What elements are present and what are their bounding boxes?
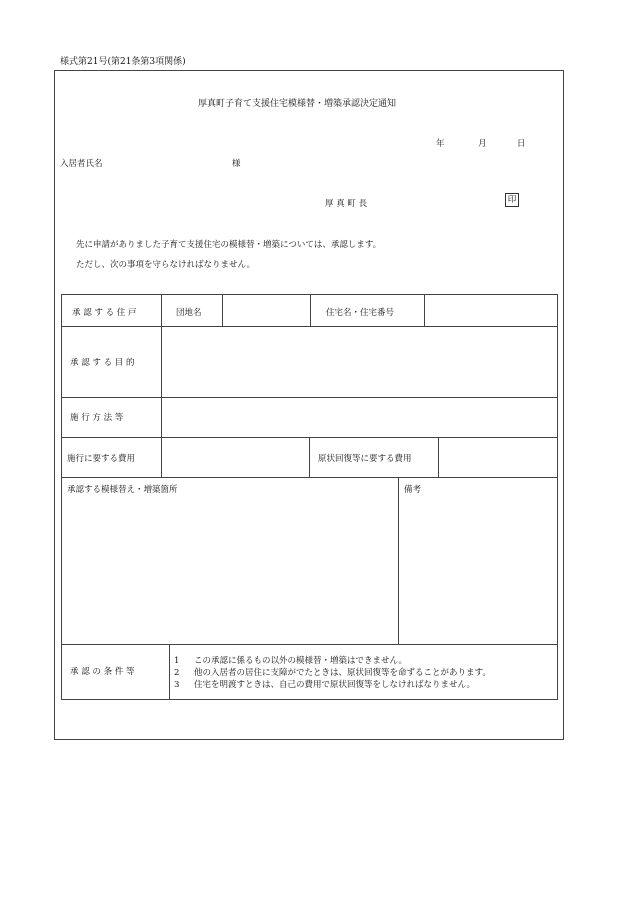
recipient-honorific: 様: [232, 159, 241, 169]
locations-label: 承認する模様替え・増築箇所: [67, 485, 178, 495]
table-rule: [62, 477, 557, 478]
recipient-label: 入居者氏名: [60, 159, 103, 169]
condition-item: 1 この承認に係るもの以外の模様替・増築はできません。: [174, 656, 408, 666]
conditions-list: [174, 655, 491, 691]
approved-dwelling-label: 承 認 す る 住 戸: [72, 308, 137, 318]
complex-name-label: 団地名: [176, 308, 202, 318]
table-rule: [222, 295, 223, 326]
document-title: 厚真町子育て支援住宅模様替・増築承認決定通知: [198, 99, 397, 109]
restoration-cost-label: 原状回復等に要する費用: [318, 454, 412, 464]
cost-label: 施行に要する費用: [67, 454, 136, 464]
remarks-label: 備考: [404, 485, 422, 495]
table-rule: [62, 326, 557, 327]
body-text-line-1: 先に申請がありました子育て支援住宅の模様替・増築については、承認します。: [76, 240, 382, 250]
conditions-label: 承 認 の 条 件 等: [70, 667, 135, 677]
table-rule: [62, 397, 557, 398]
seal-mark: 印: [505, 193, 519, 207]
table-rule: [398, 477, 399, 644]
table-rule: [424, 295, 425, 326]
purpose-label: 承 認 す る 目 的: [70, 358, 135, 368]
table-rule: [438, 437, 439, 477]
condition-item: 3 住宅を明渡すときは、自己の費用で原状回復等をしなければなりません。: [174, 680, 476, 690]
house-name-number-label: 住宅名・住宅番号: [326, 308, 395, 318]
table-rule: [169, 644, 170, 700]
condition-item: 2 他の入居者の居住に支障がでたときは、原状回復等を命ずることがあります。: [174, 668, 491, 678]
table-rule: [309, 437, 310, 477]
form-number: 様式第21号(第21条第3項関係): [60, 57, 186, 67]
approval-table: [61, 294, 558, 700]
body-text-line-2: ただし、次の事項を守らなければなりません。: [76, 260, 256, 270]
table-rule: [62, 644, 557, 645]
date-year: 年: [436, 139, 445, 149]
date-month: 月: [478, 139, 487, 149]
method-label: 施 行 方 法 等: [70, 413, 124, 423]
table-rule: [161, 295, 162, 477]
date-day: 日: [517, 139, 526, 149]
table-rule: [310, 295, 311, 326]
issuer-name: 厚 真 町 長: [325, 199, 368, 209]
